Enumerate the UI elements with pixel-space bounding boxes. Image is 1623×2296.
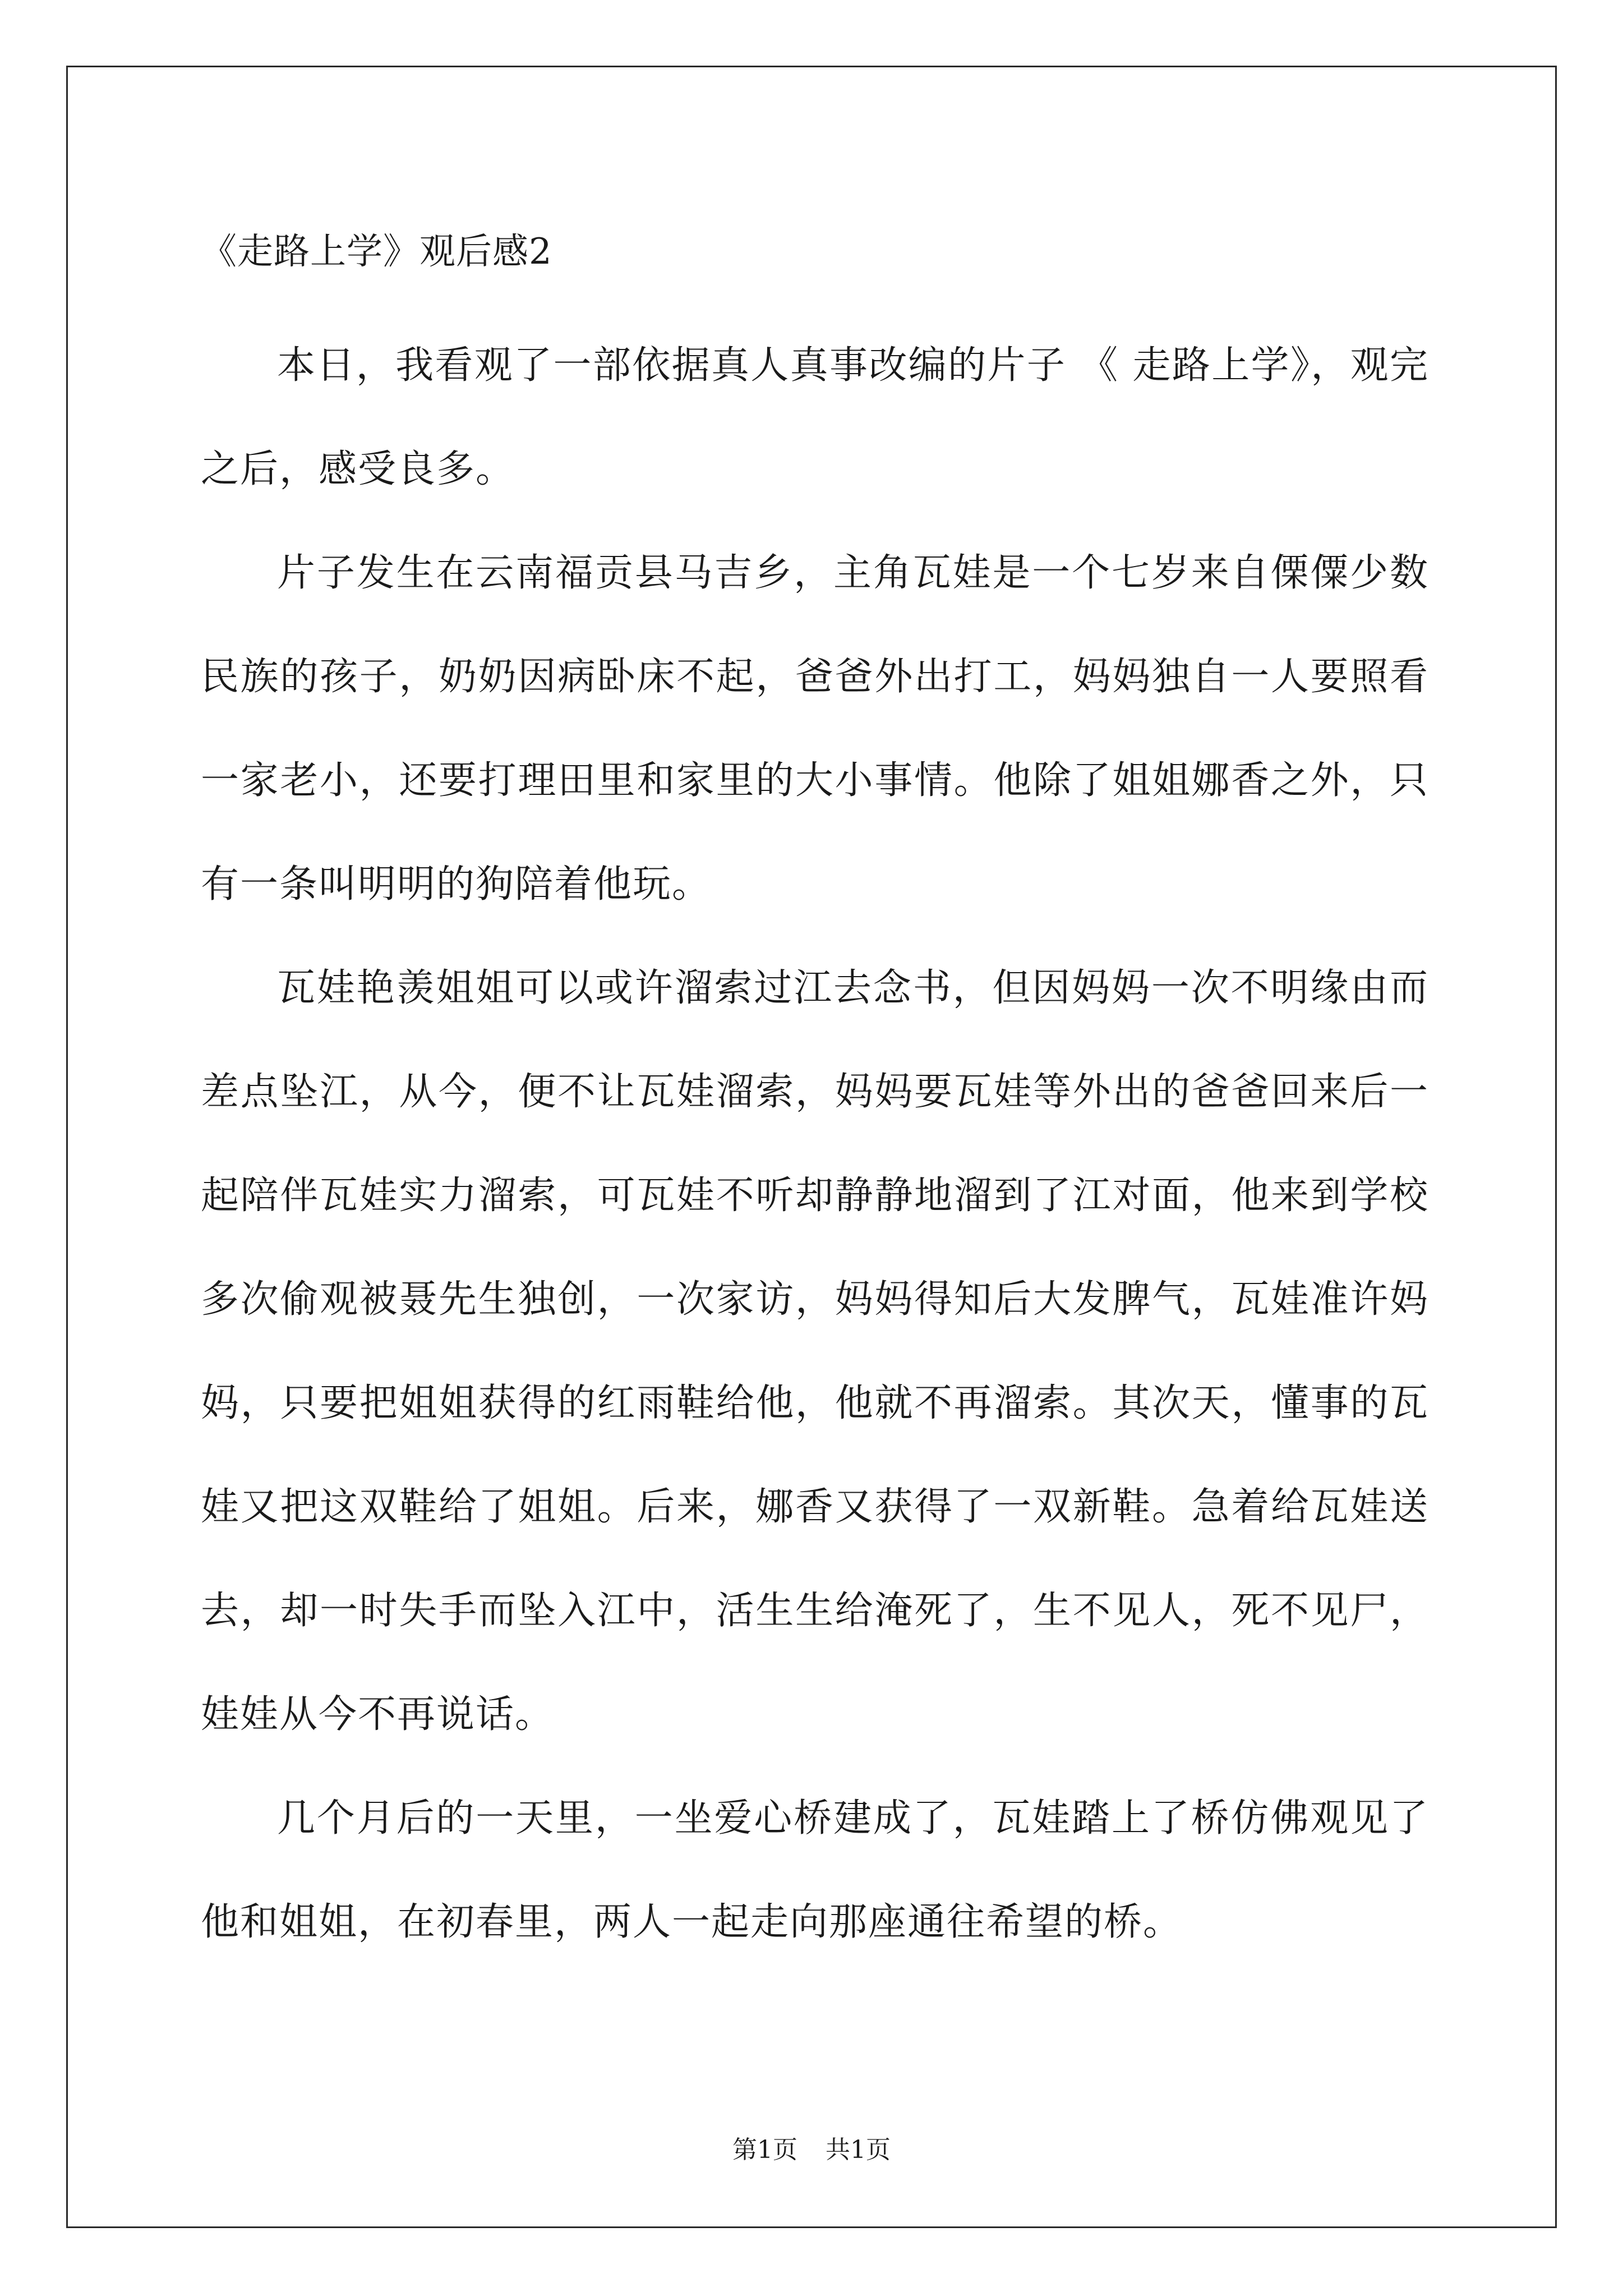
paragraph-1: 本日，我看观了一部依据真人真事改编的片子 《 走路上学》，观完之后，感受良多。 <box>201 343 1429 491</box>
page-number: 第1页 <box>732 2136 797 2164</box>
paragraph-2: 片子发生在云南福贡县马吉乡，主角瓦娃是一个七岁来自傈僳少数民族的孩子，奶奶因病卧床不起，爸爸外出打工，妈妈独自一人要照看一家老小，还要打理田里和家里的大小事情。他除了姐姐娜香之外，只有一条叫明明的狗陪着他玩。 <box>201 551 1429 907</box>
document-body <box>201 222 1429 1974</box>
paragraph-4: 几个月后的一天里，一坐爱心桥建成了，瓦娃踏上了桥仿佛观见了他和姐姐，在初春里，两人一起走向那座通往希望的桥。 <box>201 1796 1429 1944</box>
page-footer <box>0 2133 1623 2167</box>
paragraph-3: 瓦娃艳羡姐姐可以或许溜索过江去念书，但因妈妈一次不明缘由而差点坠江，从今，便不让瓦娃溜索，妈妈要瓦娃等外出的爸爸回来后一起陪伴瓦娃实力溜索，可瓦娃不听却静静地溜到了江对面，他来到学校多次偷观被聂先生独创，一次家访，妈妈得知后大发脾气，瓦娃准许妈妈，只要把姐姐获得的红雨鞋给他，他就不再溜索。其次天，懂事的瓦娃又把这双鞋给了姐姐。后来，娜香又获得了一双新鞋。急着给瓦娃送去，却一时失手而坠入江中，活生生给淹死了，生不见人，死不见尸，娃娃从今不再说话。 <box>201 966 1429 1737</box>
document-title: 《走路上学》观后感2 <box>201 231 552 273</box>
page-total: 共1页 <box>826 2136 891 2164</box>
